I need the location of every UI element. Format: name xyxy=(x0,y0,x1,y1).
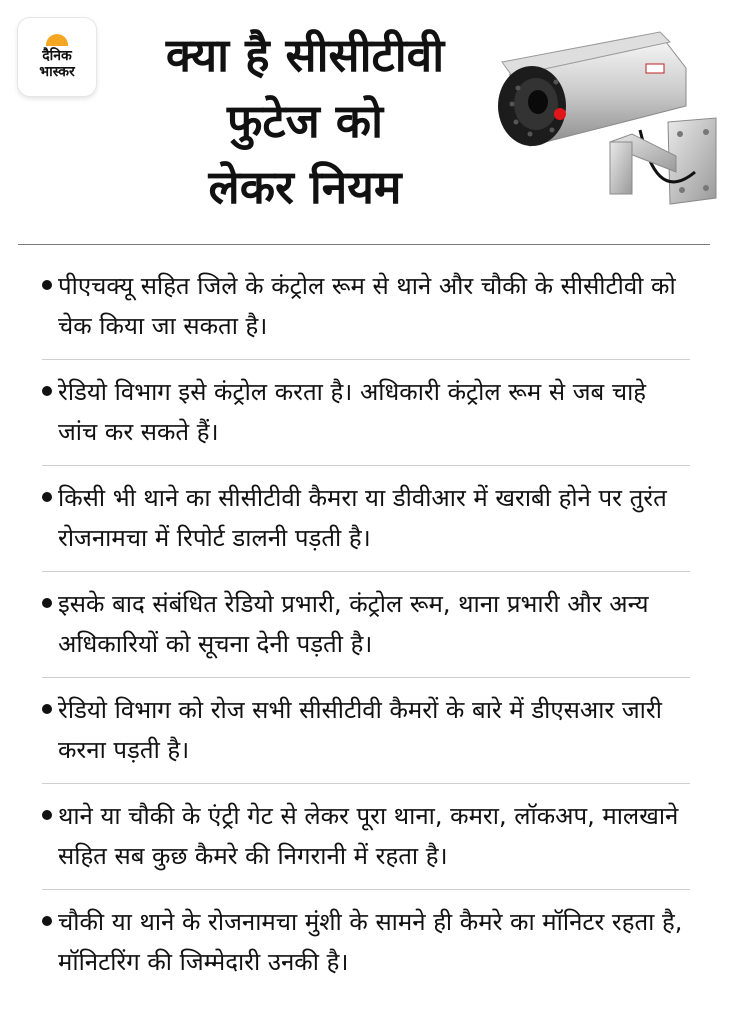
bullet-icon xyxy=(42,916,52,926)
list-item xyxy=(42,678,690,784)
bullet-icon xyxy=(42,492,52,502)
bullet-icon xyxy=(42,810,52,820)
bullet-icon xyxy=(42,704,52,714)
list-item-text: इसके बाद संबंधित रेडियो प्रभारी, कंट्रोल रूम, थाना प्रभारी और अन्य अधिकारियों को सूचना देनी पड़ती है। xyxy=(58,590,649,658)
dainik-bhaskar-logo xyxy=(18,18,96,96)
list-item-text: चौकी या थाने के रोजनामचा मुंशी के सामने ही कैमरे का मॉनिटर रहता है, मॉनिटरिंग की जिम्मेदारी उनकी है। xyxy=(58,908,683,976)
logo-text-line2: भास्कर xyxy=(39,64,75,80)
title-line-2: फुटेज को xyxy=(226,94,384,148)
rules-list xyxy=(42,254,690,996)
list-item xyxy=(42,466,690,572)
list-item xyxy=(42,572,690,678)
sun-icon xyxy=(46,34,68,46)
cctv-camera-icon xyxy=(490,22,722,212)
list-item xyxy=(42,254,690,360)
bullet-icon xyxy=(42,386,52,396)
header-divider xyxy=(18,244,710,245)
title-line-3: लेकर नियम xyxy=(208,160,402,214)
list-item xyxy=(42,360,690,466)
bullet-icon xyxy=(42,598,52,608)
list-item-text: थाने या चौकी के एंट्री गेट से लेकर पूरा थाना, कमरा, लॉकअप, मालखाने सहित सब कुछ कैमरे की निगरानी में रहता है। xyxy=(58,802,679,870)
list-item-text: पीएचक्यू सहित जिले के कंट्रोल रूम से थाने और चौकी के सीसीटीवी को चेक किया जा सकता है। xyxy=(58,272,676,340)
page-title xyxy=(110,22,500,220)
title-line-1: क्या है सीसीटीवी xyxy=(165,28,445,82)
list-item-text: रेडियो विभाग को रोज सभी सीसीटीवी कैमरों के बारे में डीएसआर जारी करना पड़ती है। xyxy=(58,696,662,764)
list-item xyxy=(42,890,690,996)
list-item-text: रेडियो विभाग इसे कंट्रोल करता है। अधिकारी कंट्रोल रूम से जब चाहे जांच कर सकते हैं। xyxy=(58,378,647,446)
list-item xyxy=(42,784,690,890)
logo-text-line1: दैनिक xyxy=(42,48,72,64)
list-item-text: किसी भी थाने का सीसीटीवी कैमरा या डीवीआर में खराबी होने पर तुरंत रोजनामचा में रिपोर्ट डालनी पड़ती है। xyxy=(58,484,667,552)
bullet-icon xyxy=(42,280,52,290)
